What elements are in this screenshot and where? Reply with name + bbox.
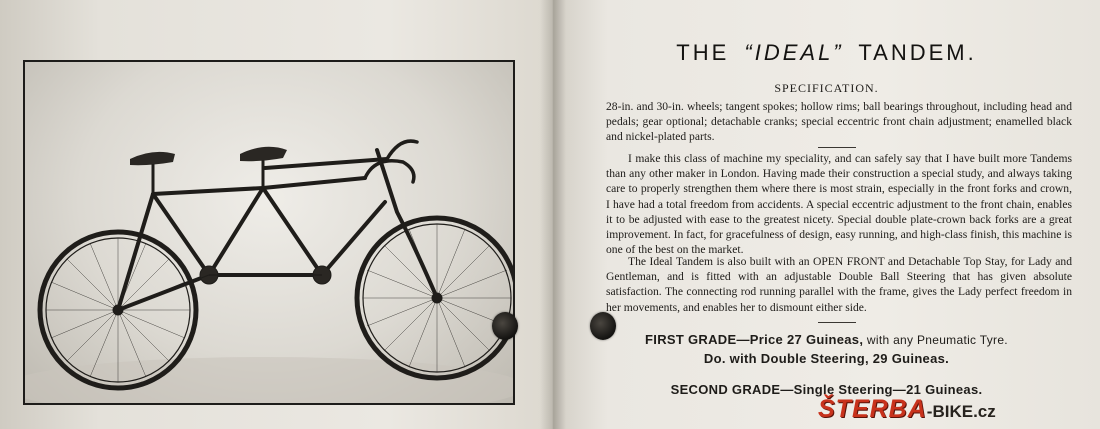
tandem-photo-frame (23, 60, 515, 405)
title-prefix: THE (676, 40, 745, 65)
watermark-brand: ŠTERBA (818, 395, 927, 423)
bicycle-frame (118, 150, 437, 310)
price-first-grade-note: with any Pneumatic Tyre. (863, 333, 1008, 347)
title-suffix: TANDEM. (843, 40, 977, 65)
tandem-bicycle-illustration (25, 62, 513, 403)
open-front-paragraph: The Ideal Tandem is also built with an OPEN FRONT and Detachable Top Stay, for Lady and Gentleman, and is fitted with an adjustable Double Ball Steering that has given absolute satisfaction. The connecting rod running parallel with the frame, gives the Lady perfect freedom in her movements, and enables her to dismount either side. (606, 255, 1072, 314)
description-paragraph: I make this class of machine my speciality, and can safely say that I have built more Tandems than any other maker in London. Having made their construction a special study, and always taking care to properly strengthen them where there is most strain, especially in the front forks and crown, I have had a total freedom from accidents. A special eccentric adjustment to the front chain, enables it to be adjusted with ease to the greatest nicety. Special double plate-crown back forks are a great improvement. In fact, for gracefulness of design, easy running, and high-class finish, this machine is one of the best on the market. (606, 152, 1072, 257)
page-title (553, 40, 1100, 66)
price-first-grade-label: FIRST GRADE—Price 27 Guineas, (645, 332, 864, 347)
saddles (130, 147, 287, 194)
watermark-domain: -BIKE.cz (926, 402, 996, 421)
specification-paragraph: 28-in. and 30-in. wheels; tangent spokes; hollow rims; ball bearings throughout, including head and pedals; gear optional; detachable cranks; special eccentric front chain adjustment; enamelled black and nickel-plated parts. (606, 100, 1072, 144)
price-second-grade: SECOND GRADE—Single Steering—21 Guineas. (670, 382, 983, 397)
divider-rule (818, 322, 856, 323)
price-double-steering: Do. with Double Steering, 29 Guineas. (703, 351, 950, 366)
divider-rule (818, 147, 856, 148)
site-watermark (818, 395, 996, 424)
specification-heading: SPECIFICATION. (774, 81, 879, 95)
chainrings (118, 266, 331, 310)
tandem-photo (25, 62, 513, 403)
title-quote: “IDEAL” (744, 40, 844, 65)
punch-hole-left (492, 312, 518, 340)
price-first-grade (553, 332, 1100, 347)
